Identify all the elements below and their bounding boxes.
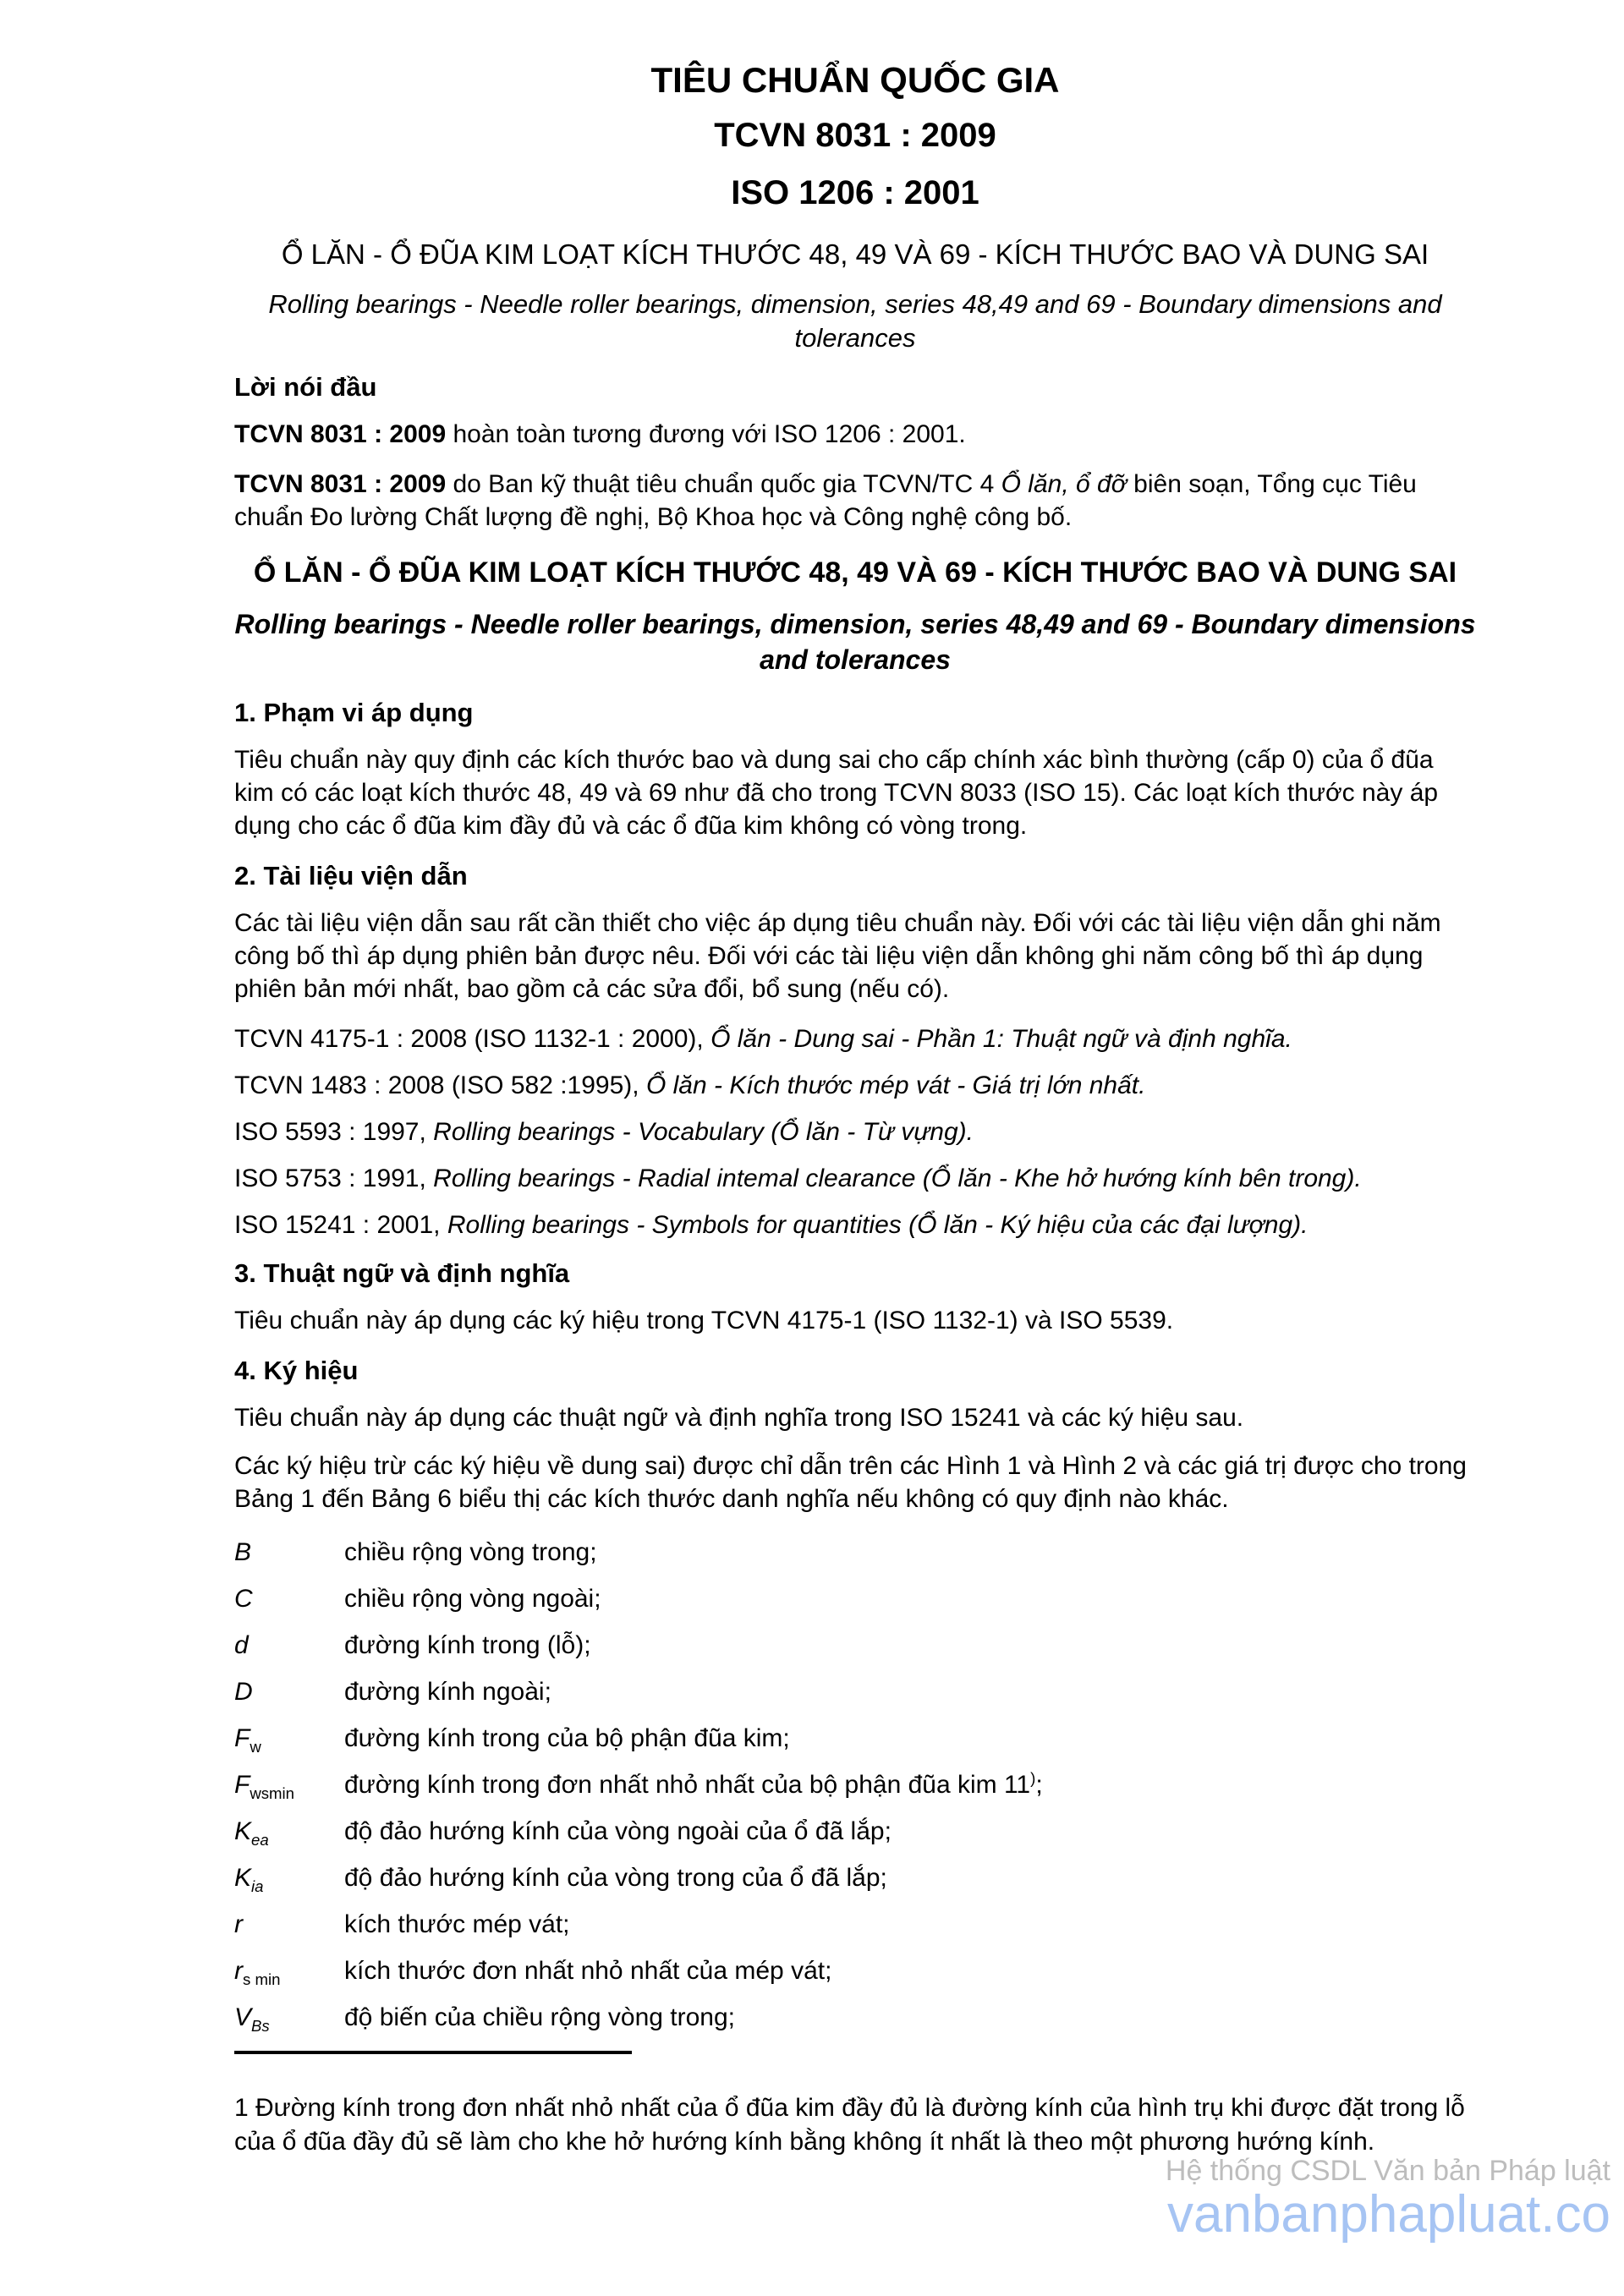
symbol-description: đường kính trong (lỗ); bbox=[344, 1631, 591, 1659]
standard-code: TCVN 8031 : 2009 bbox=[714, 117, 996, 154]
symbol-term: C bbox=[234, 1585, 253, 1613]
section-2-heading: 2. Tài liệu viện dẫn bbox=[234, 861, 468, 890]
section-4-paragraph-2: Các ký hiệu trừ các ký hiệu về dung sai) được chỉ dẫn trên các Hình 1 và Hình 2 và các giá trị được cho trong Bảng 1 đến Bảng 6 biểu thị các kích thước danh nghĩa nếu không có quy định nào khác. bbox=[234, 1452, 1467, 1513]
iso-code: ISO 1206 : 2001 bbox=[731, 174, 979, 211]
foreword-paragraph-2: TCVN 8031 : 2009 do Ban kỹ thuật tiêu chuẩn quốc gia TCVN/TC 4 Ổ lăn, ổ đỡ biên soạn, Tổng cục Tiêu chuẩn Đo lường Chất lượng đề nghị, Bộ Khoa học và Công nghệ công bố. bbox=[234, 470, 1417, 531]
symbol-description: chiều rộng vòng ngoài; bbox=[344, 1585, 601, 1613]
symbol-row bbox=[234, 1629, 1476, 1662]
section-2-paragraph: Các tài liệu viện dẫn sau rất cần thiết cho việc áp dụng tiêu chuẩn này. Đối với các tài liệu viện dẫn ghi năm công bố thì áp dụng phiên bản được nêu. Đối với các tài liệu viện dẫn không ghi năm công bố thì áp dụng phiên bản mới nhất, bao gồm cả các sửa đổi, bổ sung (nếu có). bbox=[234, 909, 1441, 1003]
section-1-heading: 1. Phạm vi áp dụng bbox=[234, 698, 474, 727]
symbol-row bbox=[234, 1815, 1476, 1848]
reference-item-1: TCVN 4175-1 : 2008 (ISO 1132-1 : 2000), Ổ lăn - Dung sai - Phần 1: Thuật ngữ và định nghĩa. bbox=[234, 1025, 1292, 1053]
symbol-description: kích thước đơn nhất nhỏ nhất của mép vát; bbox=[344, 1957, 832, 1985]
symbol-term: r bbox=[234, 1910, 243, 1938]
symbol-term: $F_w$ bbox=[234, 1724, 261, 1756]
section-1-paragraph: Tiêu chuẩn này quy định các kích thước bao và dung sai cho cấp chính xác bình thường (cấp 0) của ổ đũa kim có các loạt kích thước 48, 49 và 69 như đã cho trong TCVN 8033 (ISO 15). Các loạt kích thước này áp dụng cho các ổ đũa kim đầy đủ và các ổ đũa kim không có vòng trong. bbox=[234, 746, 1439, 840]
section-3-paragraph: Tiêu chuẩn này áp dụng các ký hiệu trong TCVN 4175-1 (ISO 1132-1) và ISO 5539. bbox=[234, 1307, 1174, 1334]
symbol-description: độ biến của chiều rộng vòng trong; bbox=[344, 2003, 735, 2031]
section-4-paragraph-1: Tiêu chuẩn này áp dụng các thuật ngữ và định nghĩa trong ISO 15241 và các ký hiệu sau. bbox=[234, 1404, 1244, 1432]
symbol-term: B bbox=[234, 1538, 252, 1566]
foreword-paragraph-1: TCVN 8031 : 2009 hoàn toàn tương đương với ISO 1206 : 2001. bbox=[234, 420, 966, 448]
reference-item-4: ISO 5753 : 1991, Rolling bearings - Radial intemal clearance (Ổ lăn - Khe hở hướng kính bên trong). bbox=[234, 1164, 1362, 1192]
symbol-term: D bbox=[234, 1678, 253, 1706]
footnote-text: 1 Đường kính trong đơn nhất nhỏ nhất của ổ đũa kim đầy đủ là đường kính của hình trụ khi được đặt trong lỗ của ổ đũa đầy đủ sẽ làm cho khe hở hướng kính bằng không ít nhất là theo một phương hướng kính. bbox=[234, 2094, 1465, 2156]
symbol-row bbox=[234, 2001, 1476, 2034]
symbol-row bbox=[234, 1768, 1476, 1801]
symbol-row bbox=[234, 1582, 1476, 1615]
main-title-en: Rolling bearings - Needle roller bearings, dimension, series 48,49 and 69 - Boundary dimensions and tolerances bbox=[234, 609, 1476, 675]
reference-item-2: TCVN 1483 : 2008 (ISO 582 :1995), Ổ lăn - Kích thước mép vát - Giá trị lớn nhất. bbox=[234, 1071, 1146, 1099]
standard-title-en: Rolling bearings - Needle roller bearings, dimension, series 48,49 and 69 - Boundary dimensions and tolerances bbox=[268, 289, 1442, 353]
foreword-heading: Lời nói đầu bbox=[234, 372, 377, 402]
footnote-separator-rule bbox=[234, 2051, 632, 2054]
symbol-row bbox=[234, 1861, 1476, 1894]
symbol-description: kích thước mép vát; bbox=[344, 1910, 570, 1938]
symbol-term: $r_{s min}$ bbox=[234, 1957, 281, 1988]
symbol-description: đường kính trong đơn nhất nhỏ nhất của bộ phận đũa kim 11); bbox=[344, 1769, 1043, 1799]
symbol-description: đường kính ngoài; bbox=[344, 1678, 551, 1706]
main-title-vi: Ổ LĂN - Ổ ĐŨA KIM LOẠT KÍCH THƯỚC 48, 49 VÀ 69 - KÍCH THƯỚC BAO VÀ DUNG SAI bbox=[253, 556, 1457, 589]
symbol-term: d bbox=[234, 1631, 249, 1659]
reference-item-3: ISO 5593 : 1997, Rolling bearings - Vocabulary (Ổ lăn - Từ vựng). bbox=[234, 1118, 974, 1146]
symbol-row bbox=[234, 1675, 1476, 1708]
symbol-description: đường kính trong của bộ phận đũa kim; bbox=[344, 1724, 790, 1752]
symbol-term: $K_{ia}$ bbox=[234, 1864, 264, 1895]
watermark-site-text: vanbanphapluat.co bbox=[1166, 2185, 1610, 2244]
symbol-row bbox=[234, 1954, 1476, 1987]
section-3-heading: 3. Thuật ngữ và định nghĩa bbox=[234, 1258, 570, 1288]
symbol-row bbox=[234, 1908, 1476, 1941]
national-standard-heading: TIÊU CHUẨN QUỐC GIA bbox=[650, 60, 1060, 100]
symbols-list bbox=[234, 1536, 1476, 2034]
symbol-term: $F_{wsmin}$ bbox=[234, 1771, 295, 1802]
watermark-system-label: Hệ thống CSDL Văn bản Pháp luật bbox=[1165, 2155, 1610, 2187]
symbol-row bbox=[234, 1536, 1476, 1569]
symbol-description: chiều rộng vòng trong; bbox=[344, 1538, 597, 1566]
symbol-term: $K_{ea}$ bbox=[234, 1817, 269, 1849]
symbol-row bbox=[234, 1722, 1476, 1755]
symbol-description: độ đảo hướng kính của vòng trong của ổ đã lắp; bbox=[344, 1864, 887, 1892]
section-4-heading: 4. Ký hiệu bbox=[234, 1356, 359, 1385]
reference-item-5: ISO 15241 : 2001, Rolling bearings - Symbols for quantities (Ổ lăn - Ký hiệu của các đại lượng). bbox=[234, 1211, 1309, 1239]
symbol-term: $V_{Bs}$ bbox=[234, 2003, 270, 2035]
symbol-description: độ đảo hướng kính của vòng ngoài của ổ đã lắp; bbox=[344, 1817, 892, 1845]
standard-title-vi: Ổ LĂN - Ổ ĐŨA KIM LOẠT KÍCH THƯỚC 48, 49 VÀ 69 - KÍCH THƯỚC BAO VÀ DUNG SAI bbox=[281, 238, 1429, 270]
